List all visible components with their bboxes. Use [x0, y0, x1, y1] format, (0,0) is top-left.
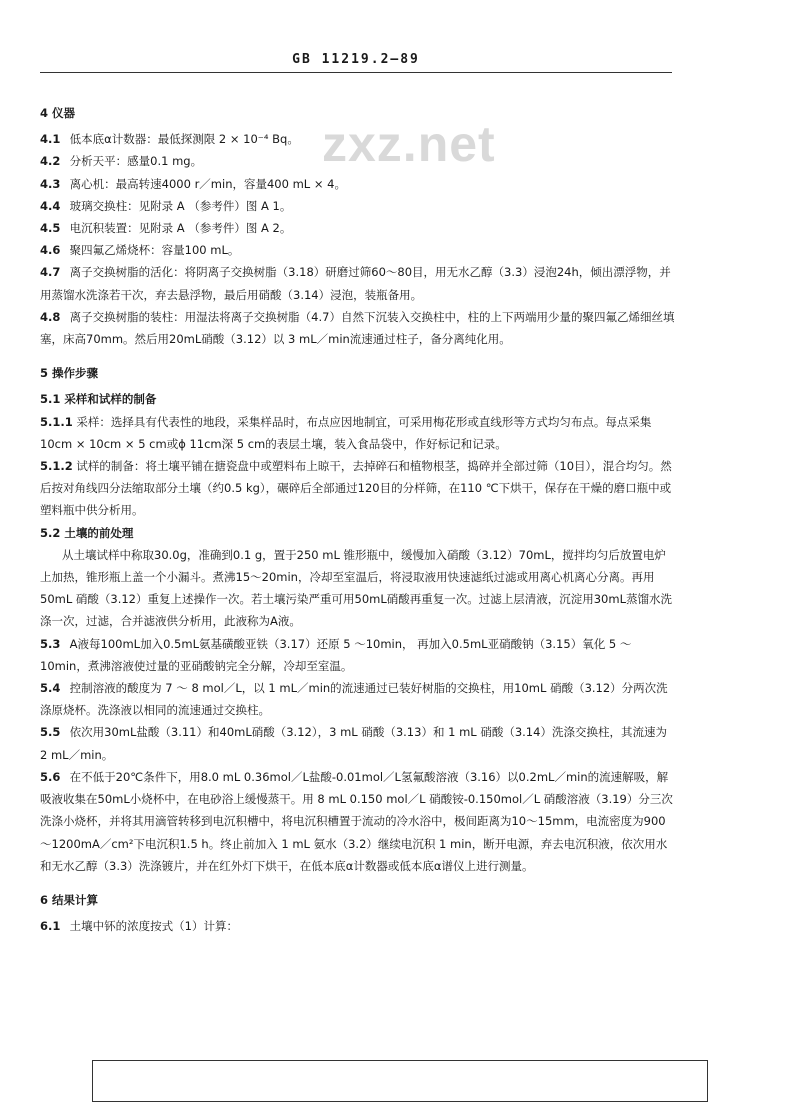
watermark: zxz.net — [322, 116, 496, 172]
item-4-6: 4.6 聚四氟乙烯烧杯：容量100 mL。 — [40, 243, 240, 258]
item-4-8: 4.8 离子交换树脂的装柱：用湿法将离子交换树脂（4.7）自然下沉装入交换柱中，柱的上下两端用少量的聚四氟乙烯细丝填塞，床高70mm。然后用20mL硝酸（3.12）以 3 mL／min流速通过柱子，备分离纯化用。 — [40, 309, 675, 347]
item-6-1: 6.1 土壤中钚的浓度按式（1）计算： — [40, 919, 238, 934]
header-rule — [40, 72, 672, 73]
item-4-3: 4.3 离心机：最高转速4000 r／min，容量400 mL × 4。 — [40, 176, 346, 191]
section-4-title: 4 仪器 — [40, 106, 76, 120]
item-5-1-2: 5.1.2 试样的制备：将土壤平铺在搪瓷盘中或塑料布上晾干，去掉碎石和植物根茎，捣碎并全部过筛（10目），混合均匀。然后按对角线四分法缩取部分土壤（约0.5 kg），碾碎后全部通过120目的分样筛，在110 ℃下烘干，保存在干燥的磨口瓶中或塑料瓶中供分析用。 — [40, 459, 672, 518]
item-4-5: 4.5 电沉积装置：见附录 A （参考件）图 A 2。 — [40, 221, 292, 236]
standard-header: GB 11219.2—89 — [292, 52, 420, 67]
item-5-6: 5.6 在不低于20℃条件下，用8.0 mL 0.36mol／L盐酸-0.01mol／L氢氟酸溶液（3.16）以0.2mL／min的流速解吸，解吸液收集在50mL小烧杯中，在电砂浴上缓慢蒸干。用 8 mL 0.150 mol／L 硝酸铵-0.150mol／L 硝酸溶液（3.19）分三次洗涤小烧杯，并将其用滴管转移到电沉积槽中，将电沉积槽置于流动的冷水浴中，极间距离为10～15mm，电流密度为900～1200mA／cm²下电沉积1.5 h。终止前加入 1 mL 氨水（3.2）继续电沉积 1 min，断开电源，弃去电沉积液，依次用水和无水乙醇（3.3）洗涤镀片，并在红外灯下烘干，在低本底α计数器或低本底α谱仪上进行测量。 — [40, 769, 673, 873]
item-4-4: 4.4 玻璃交换柱：见附录 A （参考件）图 A 1。 — [40, 198, 292, 213]
item-4-1: 4.1 低本底α计数器：最低探测限 2 × 10⁻⁴ Bq。 — [40, 132, 299, 147]
section-5-title: 5 操作步骤 — [40, 366, 99, 381]
item-5-4: 5.4 控制溶液的酸度为 7 ～ 8 mol／L，以 1 mL／min的流速通过已装好树脂的交换柱，用10mL 硝酸（3.12）分两次洗涤原烧杯。洗涤液以相同的流速通过交换柱。 — [40, 681, 668, 718]
section-5-2-title: 5.2 土壤的前处理 — [40, 525, 134, 540]
section-6-title: 6 结果计算 — [40, 892, 99, 907]
item-4-7: 4.7 离子交换树脂的活化：将阴离子交换树脂（3.18）研磨过筛60～80目，用无水乙醇（3.3）浸泡24h，倾出漂浮物，并用蒸馏水洗涤若干次，弃去悬浮物，最后用硝酸（3.14）浸泡，装瓶备用。 — [40, 265, 671, 302]
section-5-1-title: 5.1 采样和试样的制备 — [40, 392, 157, 407]
item-5-3: 5.3 A液每100mL加入0.5mL氨基磺酸亚铁（3.17）还原 5 ～10min， 再加入0.5mL亚硝酸钠（3.15）氧化 5 ～10min，煮沸溶液使过量的亚硝酸钠完全分解，冷却至室温。 — [40, 636, 632, 673]
document-body — [40, 96, 676, 937]
item-5-5: 5.5 依次用30mL盐酸（3.11）和40mL硝酸（3.12），3 mL 硝酸（3.13）和 1 mL 硝酸（3.14）洗涤交换柱，其流速为 2 mL／min。 — [40, 725, 667, 762]
section-5-2-text: 从土壤试样中称取30.0g，准确到0.1 g，置于250 mL 锥形瓶中，缓慢加入硝酸（3.12）70mL，搅拌均匀后放置电炉上加热，锥形瓶上盖一个小漏斗。煮沸15～20min，冷却至室温后，将浸取液用快速滤纸过滤或用离心机离心分离。再用50mL 硝酸（3.12）重复上述操作一次。若土壤污染严重可用50mL硝酸再重复一次。过滤上层清液，沉淀用30mL蒸馏水洗涤一次，过滤，合并滤液供分析用，此液称为A液。 — [40, 547, 672, 629]
item-4-2: 4.2 分析天平：感量0.1 mg。 — [40, 154, 203, 169]
item-5-1-1: 5.1.1 采样：选择具有代表性的地段，采集样品时，布点应因地制宜，可采用梅花形或直线形等方式均匀布点。每点采集10cm × 10cm × 5 cm或ϕ 11cm深 5 cm的表层土壤，装入食品袋中，作好标记和记录。 — [40, 414, 652, 451]
